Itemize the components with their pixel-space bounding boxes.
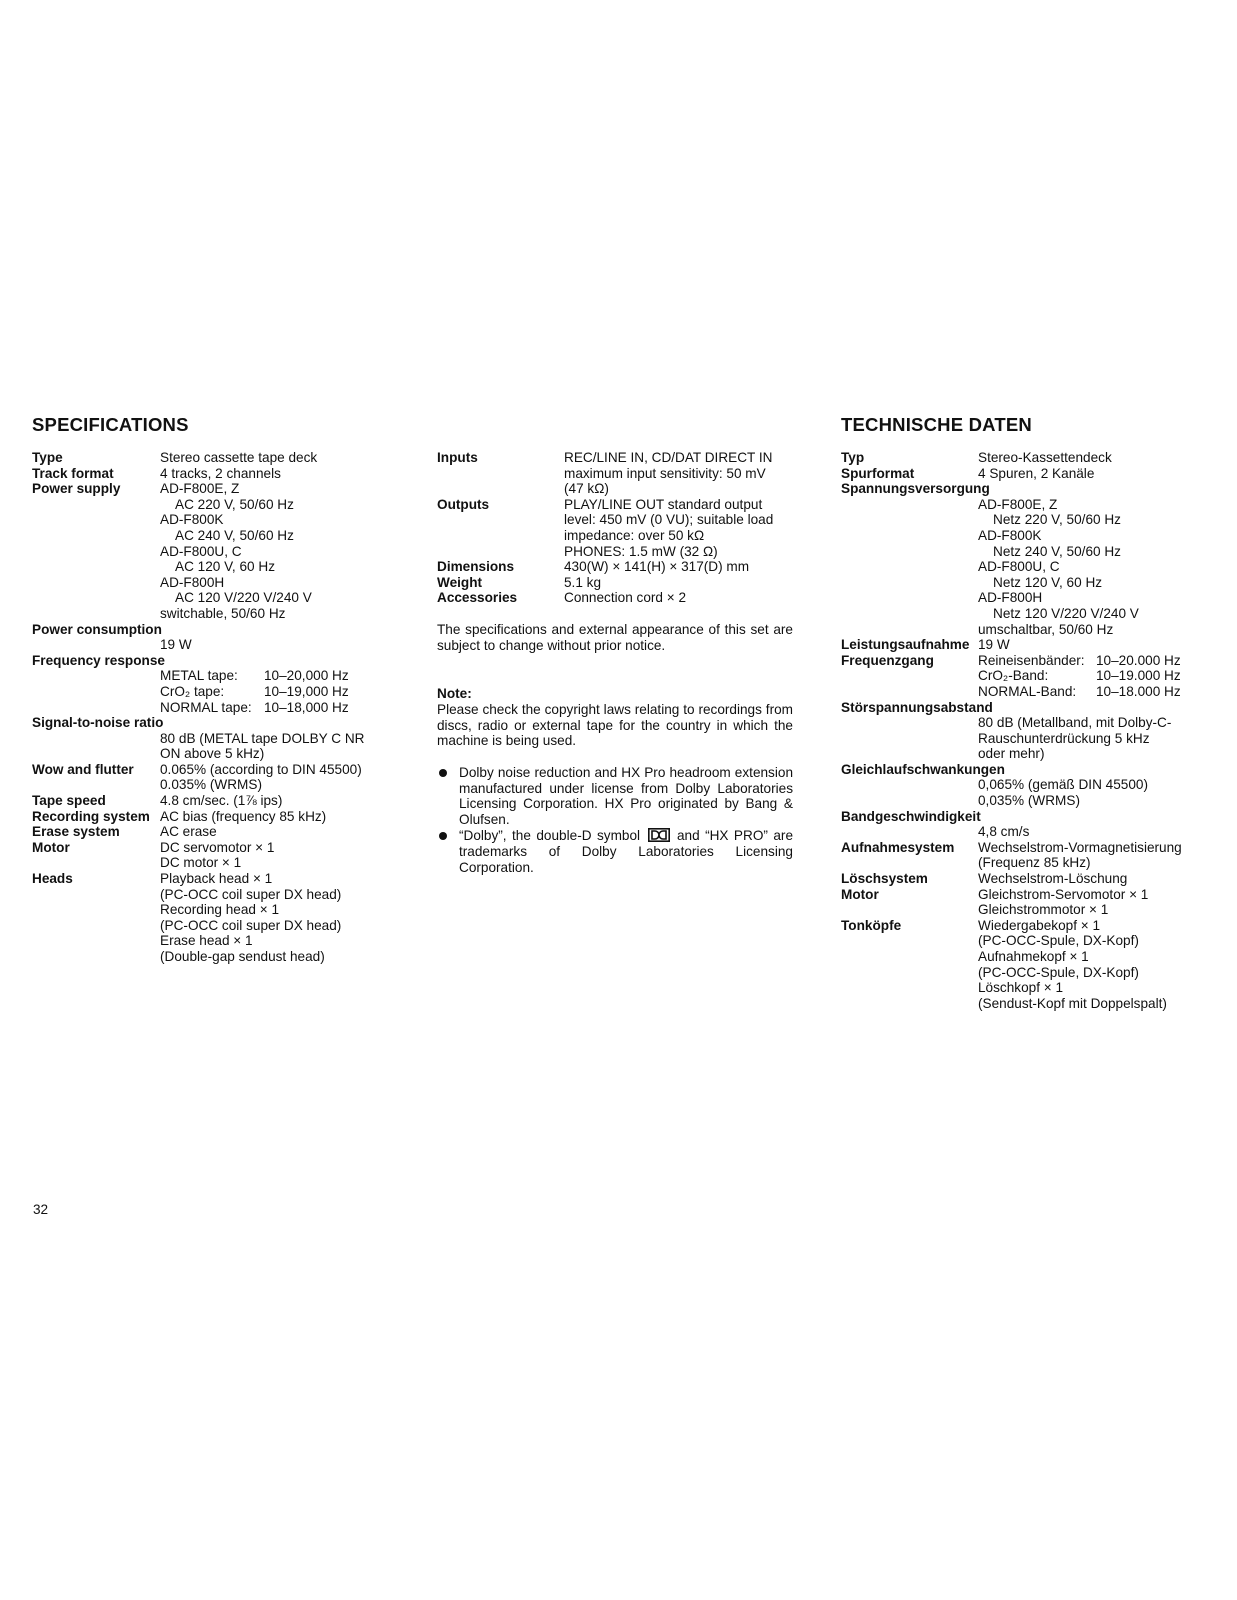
spec-label: Dimensions: [437, 559, 515, 575]
spec-value-line: Netz 240 V, 50/60 Hz: [993, 543, 1121, 559]
spec-value: [564, 590, 686, 606]
spec-value-line: (47 kΩ): [564, 481, 609, 497]
spec-value: [564, 559, 749, 575]
technische-daten-table: [841, 450, 1182, 1011]
spec-row: [32, 715, 365, 762]
spec-row: [32, 653, 365, 715]
spec-row: [32, 622, 365, 653]
spec-value: [978, 918, 1167, 1012]
spec-sub-key: CrO₂ tape:: [160, 683, 225, 699]
spec-label: Type: [32, 450, 63, 465]
spec-label: Motor: [32, 839, 70, 855]
spec-value: [564, 450, 772, 497]
spec-row: [32, 793, 365, 809]
spec-row: [437, 450, 773, 497]
spec-value-line: AC 120 V, 60 Hz: [175, 559, 276, 575]
spec-sub-key: CrO₂-Band:: [978, 668, 1049, 684]
spec-value: [978, 840, 1182, 871]
spec-value-line: (Double-gap sendust head): [160, 949, 325, 964]
spec-row: [841, 700, 1182, 762]
spec-row: [841, 871, 1182, 887]
spec-value-line: 0,035% (WRMS): [978, 793, 1080, 809]
spec-value: [978, 497, 1182, 637]
spec-value: [160, 668, 365, 715]
spec-sub-line: [160, 668, 365, 684]
spec-sub-value: 10–19,000 Hz: [264, 683, 349, 699]
spec-value-line: (PC-OCC-Spule, DX-Kopf): [978, 933, 1139, 949]
technische-daten-title: TECHNISCHE DATEN: [841, 414, 1032, 435]
spec-value-line: Recording head × 1: [160, 902, 280, 918]
spec-value-line: switchable, 50/60 Hz: [160, 605, 286, 621]
spec-value-line: AC 240 V, 50/60 Hz: [175, 527, 294, 543]
spec-value: [978, 824, 1182, 840]
spec-value-line: 19 W: [160, 637, 192, 653]
spec-value-line: AD-F800H: [978, 590, 1043, 606]
spec-row: [32, 809, 365, 825]
spec-row: [437, 497, 773, 559]
spec-value-line: 5.1 kg: [564, 574, 602, 590]
spec-sub-line: [978, 684, 1181, 700]
spec-value-line: AD-F800E, Z: [978, 496, 1058, 512]
spec-value-line: Netz 120 V, 60 Hz: [993, 574, 1103, 590]
spec-value: [160, 840, 274, 871]
spec-row: [32, 762, 365, 793]
spec-value-line: (PC-OCC-Spule, DX-Kopf): [978, 964, 1139, 980]
spec-value-line: Stereo cassette tape deck: [160, 450, 318, 465]
spec-value-line: AD-F800H: [160, 574, 225, 590]
spec-value-line: AC erase: [160, 824, 217, 840]
spec-value-line: AD-F800K: [978, 527, 1042, 543]
spec-value-line: Gleichstrommotor × 1: [978, 902, 1109, 918]
spec-value: [160, 466, 281, 482]
spec-row: [841, 887, 1182, 918]
trademark-text-end: and “HX PRO” are trademarks of Dolby Laboratories Licensing Corporation.: [459, 828, 794, 875]
spec-value-line: PLAY/LINE OUT standard output: [564, 496, 763, 512]
spec-row: [841, 637, 1182, 653]
bullet-icon: [439, 769, 447, 777]
spec-row: [841, 809, 1182, 840]
spec-value: [978, 637, 1010, 653]
dolby-double-d-icon: [648, 828, 670, 842]
spec-row: [841, 840, 1182, 871]
spec-label: Frequency response: [32, 652, 165, 668]
spec-value: [564, 575, 601, 591]
spec-sub-key: Reineisenbänder:: [978, 652, 1085, 668]
spec-value-line: Gleichstrom-Servomotor × 1: [978, 886, 1149, 902]
spec-value: [160, 450, 317, 466]
spec-row: [841, 466, 1182, 482]
spec-value: [978, 871, 1127, 887]
spec-value-line: 80 dB (Metallband, mit Dolby-C-: [978, 715, 1172, 731]
spec-sub-value: 10–20.000 Hz: [1096, 652, 1181, 668]
spec-row: [32, 871, 365, 965]
spec-row: [32, 840, 365, 871]
spec-value-line: level: 450 mV (0 VU); suitable load: [564, 512, 774, 528]
spec-value-line: 4 Spuren, 2 Kanäle: [978, 465, 1095, 481]
spec-value-line: 19 W: [978, 637, 1010, 653]
specifications-table: [32, 450, 365, 965]
spec-value-line: PHONES: 1.5 mW (32 Ω): [564, 543, 718, 559]
spec-label: Recording system: [32, 808, 150, 824]
spec-label: Typ: [841, 450, 865, 465]
spec-label: Frequenzgang: [841, 652, 934, 668]
note-heading: Note:: [437, 686, 472, 701]
spec-label: Löschsystem: [841, 871, 928, 887]
spec-sub-key: NORMAL-Band:: [978, 683, 1077, 699]
spec-value-line: Aufnahmekopf × 1: [978, 949, 1089, 964]
spec-label: Erase system: [32, 824, 120, 840]
spec-row: [437, 559, 773, 575]
spec-value: [978, 715, 1182, 762]
spec-label: Track format: [32, 465, 114, 481]
spec-value: [978, 450, 1112, 466]
spec-value: [564, 497, 773, 559]
spec-value-line: Rauschunterdrückung 5 kHz: [978, 730, 1150, 746]
spec-value-line: (Sendust-Kopf mit Doppelspalt): [978, 995, 1167, 1011]
spec-value-line: DC motor × 1: [160, 855, 242, 871]
spec-value-line: Playback head × 1: [160, 871, 273, 887]
spec-label: Tape speed: [32, 793, 106, 809]
spec-row: [841, 481, 1182, 637]
spec-label: Spurformat: [841, 465, 915, 481]
spec-value-line: (PC-OCC coil super DX head): [160, 886, 342, 902]
spec-value: [160, 731, 365, 762]
trademark-list: [437, 765, 793, 876]
spec-sub-line: [978, 653, 1181, 669]
spec-value-line: Netz 220 V, 50/60 Hz: [993, 512, 1121, 528]
spec-value-line: oder mehr): [978, 746, 1045, 762]
copyright-note: Please check the copyright laws relating to recordings from discs, radio or external tape for the country in which the machine is being used.: [437, 702, 793, 749]
spec-sub-key: NORMAL tape:: [160, 699, 252, 715]
spec-value-line: (PC-OCC coil super DX head): [160, 917, 342, 933]
spec-value-line: maximum input sensitivity: 50 mV: [564, 465, 766, 481]
spec-value-line: ON above 5 kHz): [160, 746, 265, 762]
spec-label: Signal-to-noise ratio: [32, 715, 164, 731]
spec-value-line: AD-F800U, C: [160, 543, 242, 559]
spec-value-line: 0.035% (WRMS): [160, 777, 262, 793]
spec-label: Leistungsaufnahme: [841, 637, 970, 653]
spec-row: [32, 466, 365, 482]
spec-row: [32, 450, 365, 466]
spec-row: [437, 575, 773, 591]
spec-label: Bandgeschwindigkeit: [841, 808, 981, 824]
list-item: [437, 828, 793, 875]
spec-label: Aufnahmesystem: [841, 839, 955, 855]
spec-value: [978, 653, 1181, 700]
spec-sub-line: [978, 668, 1181, 684]
spec-sub-value: 10–20,000 Hz: [264, 668, 349, 684]
spec-label: Wow and flutter: [32, 761, 134, 777]
spec-row: [32, 824, 365, 840]
dolby-license-text: Dolby noise reduction and HX Pro headroom extension manufactured under license from Dolby Laboratories Licensing Corporation. HX Pro originated by Bang & Olufsen.: [459, 765, 793, 827]
spec-label: Power supply: [32, 481, 121, 497]
spec-label: Gleichlaufschwankungen: [841, 761, 1005, 777]
spec-label: Inputs: [437, 450, 478, 465]
spec-value-line: REC/LINE IN, CD/DAT DIRECT IN: [564, 450, 773, 465]
spec-value-line: impedance: over 50 kΩ: [564, 527, 705, 543]
spec-label: Störspannungsabstand: [841, 699, 993, 715]
specifications-title: SPECIFICATIONS: [32, 414, 189, 435]
spec-row: [841, 918, 1182, 1012]
spec-value-line: DC servomotor × 1: [160, 839, 275, 855]
spec-sub-key: METAL tape:: [160, 668, 238, 684]
spec-value-line: umschaltbar, 50/60 Hz: [978, 621, 1114, 637]
bullet-icon: [439, 832, 447, 840]
spec-value-line: AC 120 V/220 V/240 V: [175, 590, 312, 606]
spec-value-line: AD-F800U, C: [978, 559, 1060, 575]
spec-value-line: Connection cord × 2: [564, 590, 687, 606]
spec-label: Weight: [437, 574, 483, 590]
spec-value: [160, 793, 282, 809]
spec-label: Outputs: [437, 496, 490, 512]
spec-sub-line: [160, 684, 365, 700]
spec-value-line: 4.8 cm/sec. (1⅞ ips): [160, 793, 283, 809]
spec-value-line: 0.065% (according to DIN 45500): [160, 761, 362, 777]
spec-value-line: Stereo-Kassettendeck: [978, 450, 1112, 465]
spec-label: Accessories: [437, 590, 518, 606]
spec-row: [841, 653, 1182, 700]
spec-value-line: Wechselstrom-Löschung: [978, 871, 1128, 887]
spec-label: Heads: [32, 871, 73, 887]
spec-value: [160, 637, 365, 653]
spec-value: [160, 824, 217, 840]
spec-value-line: 4 tracks, 2 channels: [160, 465, 281, 481]
specifications-table-continued: [437, 450, 773, 606]
spec-value-line: Wechselstrom-Vormagnetisierung: [978, 839, 1182, 855]
spec-row: [437, 590, 773, 606]
spec-value: [978, 466, 1094, 482]
spec-sub-line: [160, 700, 365, 716]
spec-value-line: 430(W) × 141(H) × 317(D) mm: [564, 559, 750, 575]
spec-value-line: 4,8 cm/s: [978, 824, 1030, 840]
spec-value-line: Netz 120 V/220 V/240 V: [993, 605, 1139, 621]
spec-value: [160, 762, 362, 793]
spec-label: Spannungsversorgung: [841, 481, 990, 497]
spec-value-line: Erase head × 1: [160, 933, 253, 949]
spec-value-line: (Frequenz 85 kHz): [978, 855, 1091, 871]
spec-value-line: AD-F800K: [160, 512, 224, 528]
spec-label: Motor: [841, 886, 879, 902]
spec-value: [978, 777, 1182, 808]
spec-value: [160, 871, 341, 965]
spec-value-line: Löschkopf × 1: [978, 980, 1064, 996]
spec-value-line: AD-F800E, Z: [160, 481, 240, 497]
spec-value: [978, 887, 1148, 918]
spec-row: [841, 450, 1182, 466]
page-number: 32: [33, 1202, 49, 1217]
spec-value-line: Wiedergabekopf × 1: [978, 917, 1101, 933]
spec-value: [160, 809, 326, 825]
spec-value-line: 80 dB (METAL tape DOLBY C NR: [160, 730, 365, 746]
spec-label: Tonköpfe: [841, 917, 902, 933]
spec-value-line: AC bias (frequency 85 kHz): [160, 808, 327, 824]
spec-value-line: AC 220 V, 50/60 Hz: [175, 496, 294, 512]
change-notice: The specifications and external appearance of this set are subject to change without prior notice.: [437, 622, 793, 653]
spec-value: [160, 481, 312, 621]
spec-sub-value: 10–18.000 Hz: [1096, 683, 1181, 699]
spec-sub-value: 10–18,000 Hz: [264, 699, 349, 715]
list-item: [437, 765, 793, 827]
trademark-text-start: “Dolby”, the double-D symbol: [459, 828, 641, 844]
spec-label: Power consumption: [32, 621, 162, 637]
spec-row: [841, 762, 1182, 809]
spec-value-line: 0,065% (gemäß DIN 45500): [978, 777, 1149, 793]
spec-row: [32, 481, 365, 621]
spec-sub-value: 10–19.000 Hz: [1096, 668, 1181, 684]
